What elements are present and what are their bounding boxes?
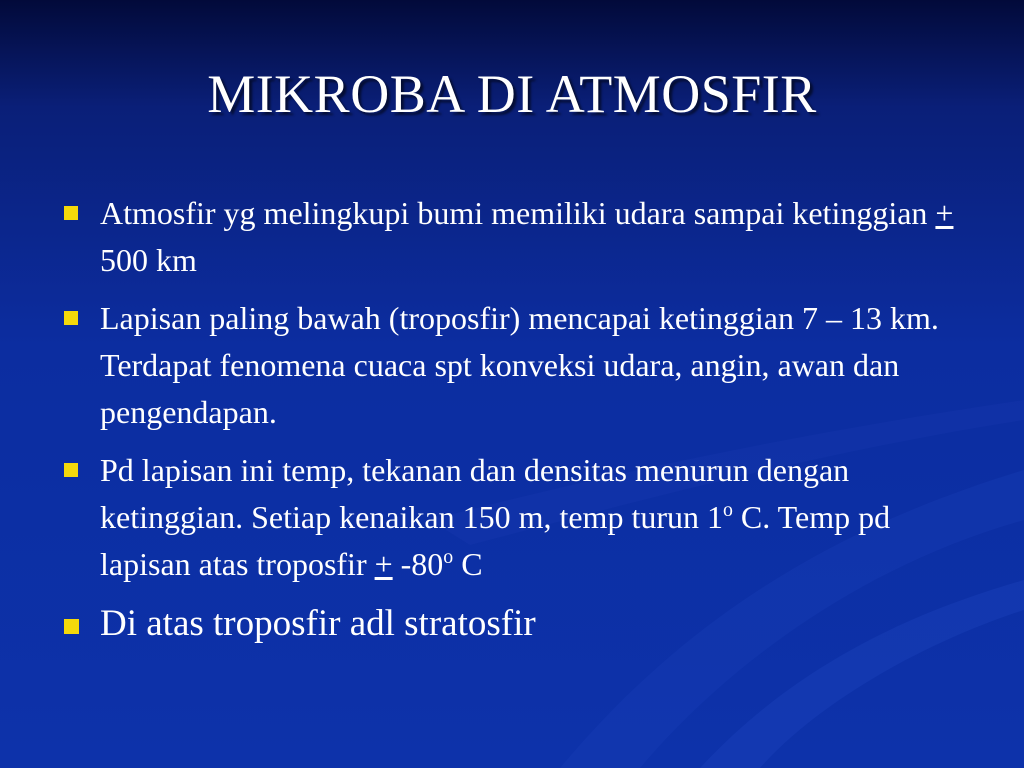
plus-minus-symbol: + [374, 546, 393, 582]
degree-superscript: o [722, 499, 733, 522]
bullet-text: Pd lapisan ini temp, tekanan dan densitas menurun dengan ketinggian. Setiap kenaikan 150 m, temp turun 1 [100, 452, 850, 535]
bullet-text: C. Temp pd lapisan atas troposfir [100, 499, 891, 582]
bullet-item [62, 190, 962, 284]
bullet-text: Atmosfir yg melingkupi bumi memiliki udara sampai ketinggian [100, 195, 936, 231]
square-bullet-icon [64, 619, 79, 634]
degree-superscript: o [443, 546, 454, 569]
bullet-text: -80 [392, 546, 444, 582]
bullet-item [62, 599, 962, 649]
square-bullet-icon [64, 311, 78, 325]
bullet-item [62, 295, 962, 436]
slide-title: MIKROBA DI ATMOSFIR [207, 64, 817, 124]
square-bullet-icon [64, 206, 78, 220]
bullet-item [62, 447, 962, 588]
bullet-list [62, 190, 962, 660]
bullet-text: Lapisan paling bawah (troposfir) mencapai ketinggian 7 – 13 km. Terdapat fenomena cuaca spt konveksi udara, angin, awan dan pengendapan. [100, 300, 939, 430]
square-bullet-icon [64, 463, 78, 477]
bullet-text: Di atas troposfir adl stratosfir [100, 603, 536, 644]
bullet-text: C [453, 546, 483, 582]
plus-minus-symbol: + [935, 195, 954, 231]
bullet-text: 500 km [100, 242, 197, 278]
